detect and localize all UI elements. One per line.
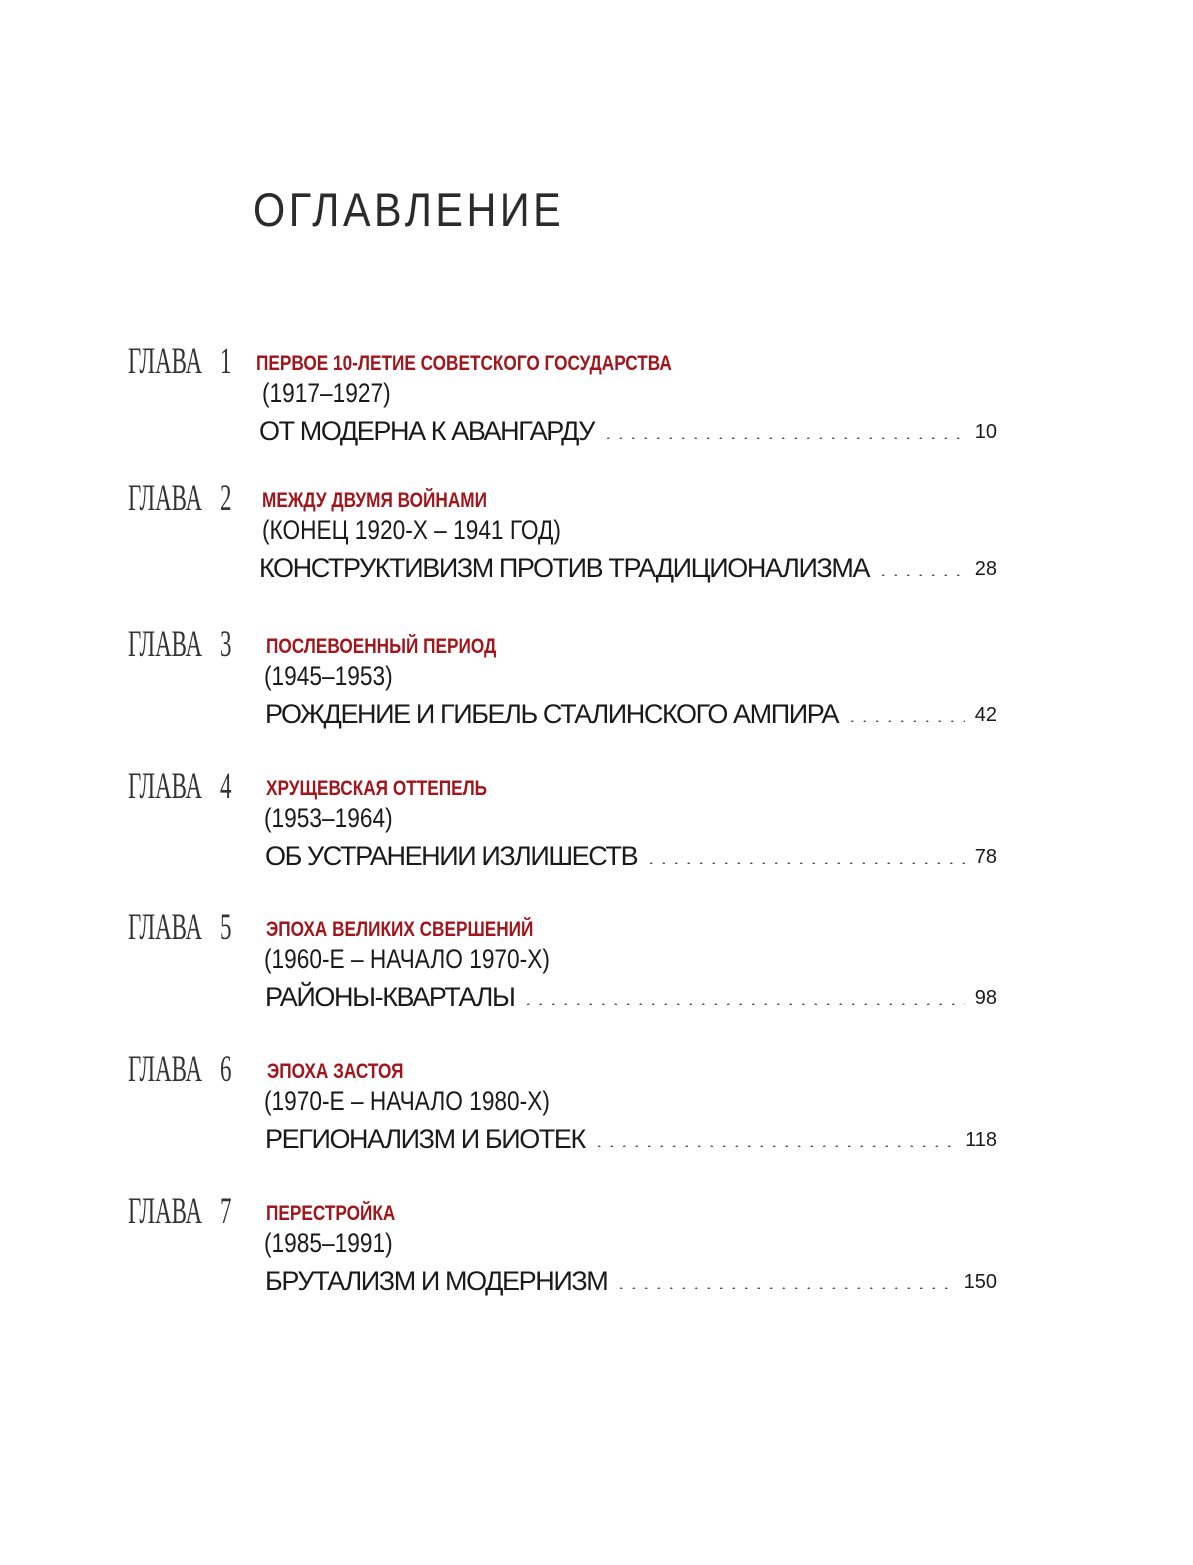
toc-entry-chapter-6[interactable] xyxy=(0,1051,1193,1171)
toc-entry-chapter-5[interactable] xyxy=(0,909,1193,1029)
dot-leader xyxy=(615,1287,953,1289)
chapter-title: ХРУЩЕВСКАЯ ОТТЕПЕЛЬ xyxy=(266,777,488,800)
chapter-subtitle: РАЙОНЫ-КВАРТАЛЫ xyxy=(265,981,515,1012)
chapter-number: 3 xyxy=(220,624,232,665)
page-title: ОГЛАВЛЕНИЕ xyxy=(253,183,565,236)
chapter-period: (1953–1964) xyxy=(264,803,393,833)
chapter-subtitle-row xyxy=(265,1263,997,1297)
chapter-subtitle: КОНСТРУКТИВИЗМ ПРОТИВ ТРАДИЦИОНАЛИЗМА xyxy=(259,552,870,583)
chapter-word: ГЛАВА xyxy=(128,1049,203,1090)
chapter-subtitle: ОБ УСТРАНЕНИИ ИЗЛИШЕСТВ xyxy=(265,840,638,871)
chapter-word: ГЛАВА xyxy=(128,766,203,807)
page-number: 10 xyxy=(974,421,997,443)
chapter-period: (1917–1927) xyxy=(262,378,391,408)
chapter-number: 1 xyxy=(220,341,232,382)
chapter-title: МЕЖДУ ДВУМЯ ВОЙНАМИ xyxy=(262,489,488,512)
page-number: 98 xyxy=(974,987,997,1009)
chapter-period: (1970-Е – НАЧАЛО 1980-Х) xyxy=(264,1086,550,1116)
toc-entry-chapter-4[interactable] xyxy=(0,768,1193,888)
chapter-word: ГЛАВА xyxy=(128,1191,203,1232)
page-number: 28 xyxy=(974,558,997,580)
chapter-word: ГЛАВА xyxy=(128,907,203,948)
toc-entry-chapter-7[interactable] xyxy=(0,1193,1193,1313)
dot-leader xyxy=(593,1145,955,1147)
chapter-number: 5 xyxy=(220,907,232,948)
chapter-word: ГЛАВА xyxy=(128,624,203,665)
chapter-title: ПЕРВОЕ 10-ЛЕТИЕ СОВЕТСКОГО ГОСУДАРСТВА xyxy=(256,352,672,375)
dot-leader xyxy=(602,437,965,439)
chapter-word: ГЛАВА xyxy=(128,341,203,382)
page-number: 150 xyxy=(963,1271,997,1293)
chapter-title: ЭПОХА ВЕЛИКИХ СВЕРШЕНИЙ xyxy=(266,918,534,941)
dot-leader xyxy=(645,862,965,864)
dot-leader xyxy=(877,574,965,576)
chapter-title: ЭПОХА ЗАСТОЯ xyxy=(267,1060,404,1083)
chapter-number: 6 xyxy=(220,1049,232,1090)
dot-leader xyxy=(846,720,965,722)
toc-entry-chapter-2[interactable] xyxy=(0,480,1193,600)
chapter-subtitle-row xyxy=(259,413,997,447)
chapter-period: (КОНЕЦ 1920-Х – 1941 ГОД) xyxy=(262,515,561,545)
chapter-subtitle-row xyxy=(265,838,997,872)
chapter-subtitle: ОТ МОДЕРНА К АВАНГАРДУ xyxy=(259,415,595,446)
chapter-subtitle-row xyxy=(265,1121,997,1155)
chapter-subtitle: РЕГИОНАЛИЗМ И БИОТЕК xyxy=(265,1123,585,1154)
page-number: 42 xyxy=(974,704,997,726)
chapter-number: 7 xyxy=(220,1191,232,1232)
toc-entry-chapter-1[interactable] xyxy=(0,343,1193,463)
page-number: 78 xyxy=(974,846,997,868)
chapter-number: 4 xyxy=(220,766,232,807)
dot-leader xyxy=(522,1003,964,1005)
chapter-title: ПОСЛЕВОЕННЫЙ ПЕРИОД xyxy=(266,635,497,658)
chapter-number: 2 xyxy=(220,478,232,519)
chapter-title: ПЕРЕСТРОЙКА xyxy=(266,1202,396,1225)
chapter-subtitle: РОЖДЕНИЕ И ГИБЕЛЬ СТАЛИНСКОГО АМПИРА xyxy=(265,698,839,729)
toc-entry-chapter-3[interactable] xyxy=(0,626,1193,746)
chapter-subtitle-row xyxy=(265,979,997,1013)
chapter-subtitle: БРУТАЛИЗМ И МОДЕРНИЗМ xyxy=(265,1265,608,1296)
chapter-word: ГЛАВА xyxy=(128,478,203,519)
chapter-period: (1945–1953) xyxy=(264,661,393,691)
chapter-subtitle-row xyxy=(259,550,997,584)
chapter-period: (1985–1991) xyxy=(264,1228,393,1258)
chapter-subtitle-row xyxy=(265,696,997,730)
page-number: 118 xyxy=(965,1129,997,1151)
chapter-period: (1960-Е – НАЧАЛО 1970-Х) xyxy=(264,944,550,974)
